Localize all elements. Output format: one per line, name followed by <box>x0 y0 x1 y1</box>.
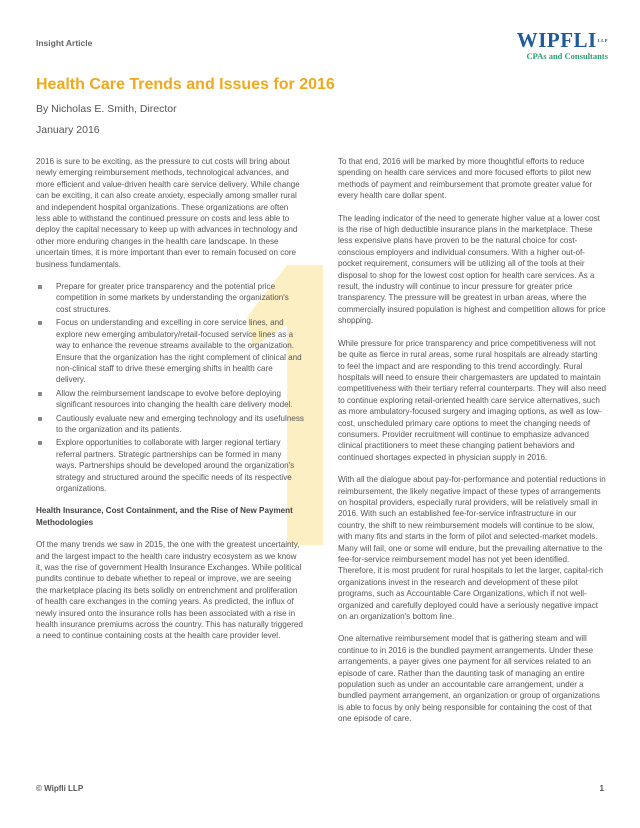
body-paragraph: The leading indicator of the need to generate higher value at a lower cost is the rise of high deductible insurance plans in the marketplace. These less expensive plans have proven to be the natural choice for cost-conscious employers and individual consumers. With a higher out-of-pocket requirement, consumers will be utilizing all of the tools at their disposal to shop for the lowest cost option for health care services. As a result, the industry will continue to incur pressure for greater price transparency. The pressure will be greatest in urban areas, where the commercially insured population is highest and competition allows for price shopping. <box>338 213 606 326</box>
article-date: January 2016 <box>36 124 100 136</box>
logo-tagline: CPAs and Consultants <box>526 51 608 61</box>
company-logo <box>488 30 608 62</box>
list-item-text: Explore opportunities to collaborate with larger regional tertiary referral partners. Strategic partnerships can be formed in many ways. Partnerships should be developed around the organization's strategy and structured around the specific needs of its respective organizations. <box>56 438 295 493</box>
body-paragraph: Of the many trends we saw in 2015, the one with the greatest uncertainty, and the largest impact to the health care industry ecosystem as we know it, was the rise of government Health Insurance Exchanges. While political pundits continue to debate whether to repeal or improve, we are seeing the marketplace placing its bets solidly on entrenchment and proliferation of health care exchanges in the coming years. As predicted, the influx of newly insured onto the insurance rolls has been associated with a rise in health insurance premiums across the country. This has naturally triggered a need to continue containing costs at the health care provider level. <box>36 540 303 641</box>
right-column <box>338 156 606 736</box>
footer-copyright: © Wipfli LLP <box>36 784 84 793</box>
logo-wordmark: WIPFLI <box>516 28 597 52</box>
bullet-icon <box>38 285 42 289</box>
body-paragraph: One alternative reimbursement model that is gathering steam and will continue to in 2016 is the bundled payment arrangements. Under these arrangements, a payer gives one payment for all services related to an episode of care. Rather than the daunting task of managing an entire population such as under an accountable care arrangement, under a bundled payment arrangement, an organization or group of organizations is able to focus by only being responsible for containing the cost of that one episode of care. <box>338 634 600 724</box>
body-paragraph: With all the dialogue about pay-for-performance and potential reductions in reimbursement, the likely negative impact of these types of arrangements on hospital providers, especially rural providers, will be relatively small in 2016. With such an established fee-for-service infrastructure in our country, the shift to new reimbursement models will continue to be slow, with many fits and starts in the form of pilot and selected-market models. Many will fail, one or some will endure, but the prevailing alternative to the fee-for-service reimbursement model has not yet been identified. Therefore, it is most prudent for rural hospitals to let the larger, capital-rich organizations invest in the research and development of these pilot programs, such as Accountable Care Organizations, which if not well-organized and carefully deployed could have a seriously negative impact on an organization's bottom line. <box>338 475 606 622</box>
list-item <box>36 437 304 494</box>
fundamentals-list <box>36 281 304 494</box>
list-item <box>36 388 304 411</box>
list-item-text: Prepare for greater price transparency and the potential price competition in some markets by understanding the organization's cost structures. <box>56 282 289 314</box>
list-item <box>36 281 304 315</box>
article-category: Insight Article <box>36 38 93 48</box>
section-heading: Health Insurance, Cost Containment, and the Rise of New Payment Methodologies <box>36 506 293 527</box>
article-byline: By Nicholas E. Smith, Director <box>36 103 177 115</box>
left-column <box>36 156 304 653</box>
list-item-text: Cautiously evaluate new and emerging technology and its usefulness to the organization and its patients. <box>56 413 304 434</box>
intro-paragraph: 2016 is sure to be exciting, as the pressure to cut costs will bring about newly emerging reimbursement methods, technological advances, and more efficient and value-driven health care service delivery. While change can be exciting, it can also create anxiety, especially among smaller rural and independent hospital organizations. These organizations are often less able to withstand the continued pressure on costs and less able to deploy the capital necessary to keep up with advances in technology and other more enduring changes in the health care landscape. In these uncertain times, it is more important than ever to remain focused on core business fundamentals. <box>36 157 300 269</box>
list-item-text: Allow the reimbursement landscape to evolve before deploying significant resources into changing the health care delivery model. <box>56 388 293 410</box>
list-item <box>36 413 304 436</box>
bullet-icon <box>38 441 42 445</box>
bullet-icon <box>38 321 42 325</box>
list-item <box>36 317 304 385</box>
body-paragraph: To that end, 2016 will be marked by more thoughtful efforts to reduce spending on health care services and more focused efforts to pilot new methods of payment and reimbursement that promote greater value for every health care dollar spent. <box>338 157 593 201</box>
body-paragraph: While pressure for price transparency and price competitiveness will not be quite as fierce in rural areas, some rural hospitals are already starting to feel the impact and are responding to this trend accordingly. Rural hospitals will need to ensure their chargemasters are updated to maintain competitiveness with their tertiary referral counterparts. They will also need to continue exploring retail-oriented health care service alternatives, such as more ambulatory-focused surgery and imaging options, as well as low-cost, unscheduled primary care options to meet the changing needs of consumers. Provider recruitment will continue to emphasize advanced clinical practitioners to meet these changing patient behaviors and continued shortages expected in physician supply in 2016. <box>338 338 606 462</box>
bullet-icon <box>38 392 42 396</box>
logo-llp: LLP <box>597 38 608 43</box>
article-title: Health Care Trends and Issues for 2016 <box>36 76 335 93</box>
list-item-text: Focus on understanding and excelling in core service lines, and explore new emerging ambulatory/retail-focused service lines as a way to enhance the revenue streams available to the organization. Ensure that the organization has the right complement of clinical and non-clinical staff to drive these emerging shifts in health care delivery. <box>56 318 302 385</box>
bullet-icon <box>38 417 42 421</box>
footer-page-number: 1 <box>599 784 604 793</box>
